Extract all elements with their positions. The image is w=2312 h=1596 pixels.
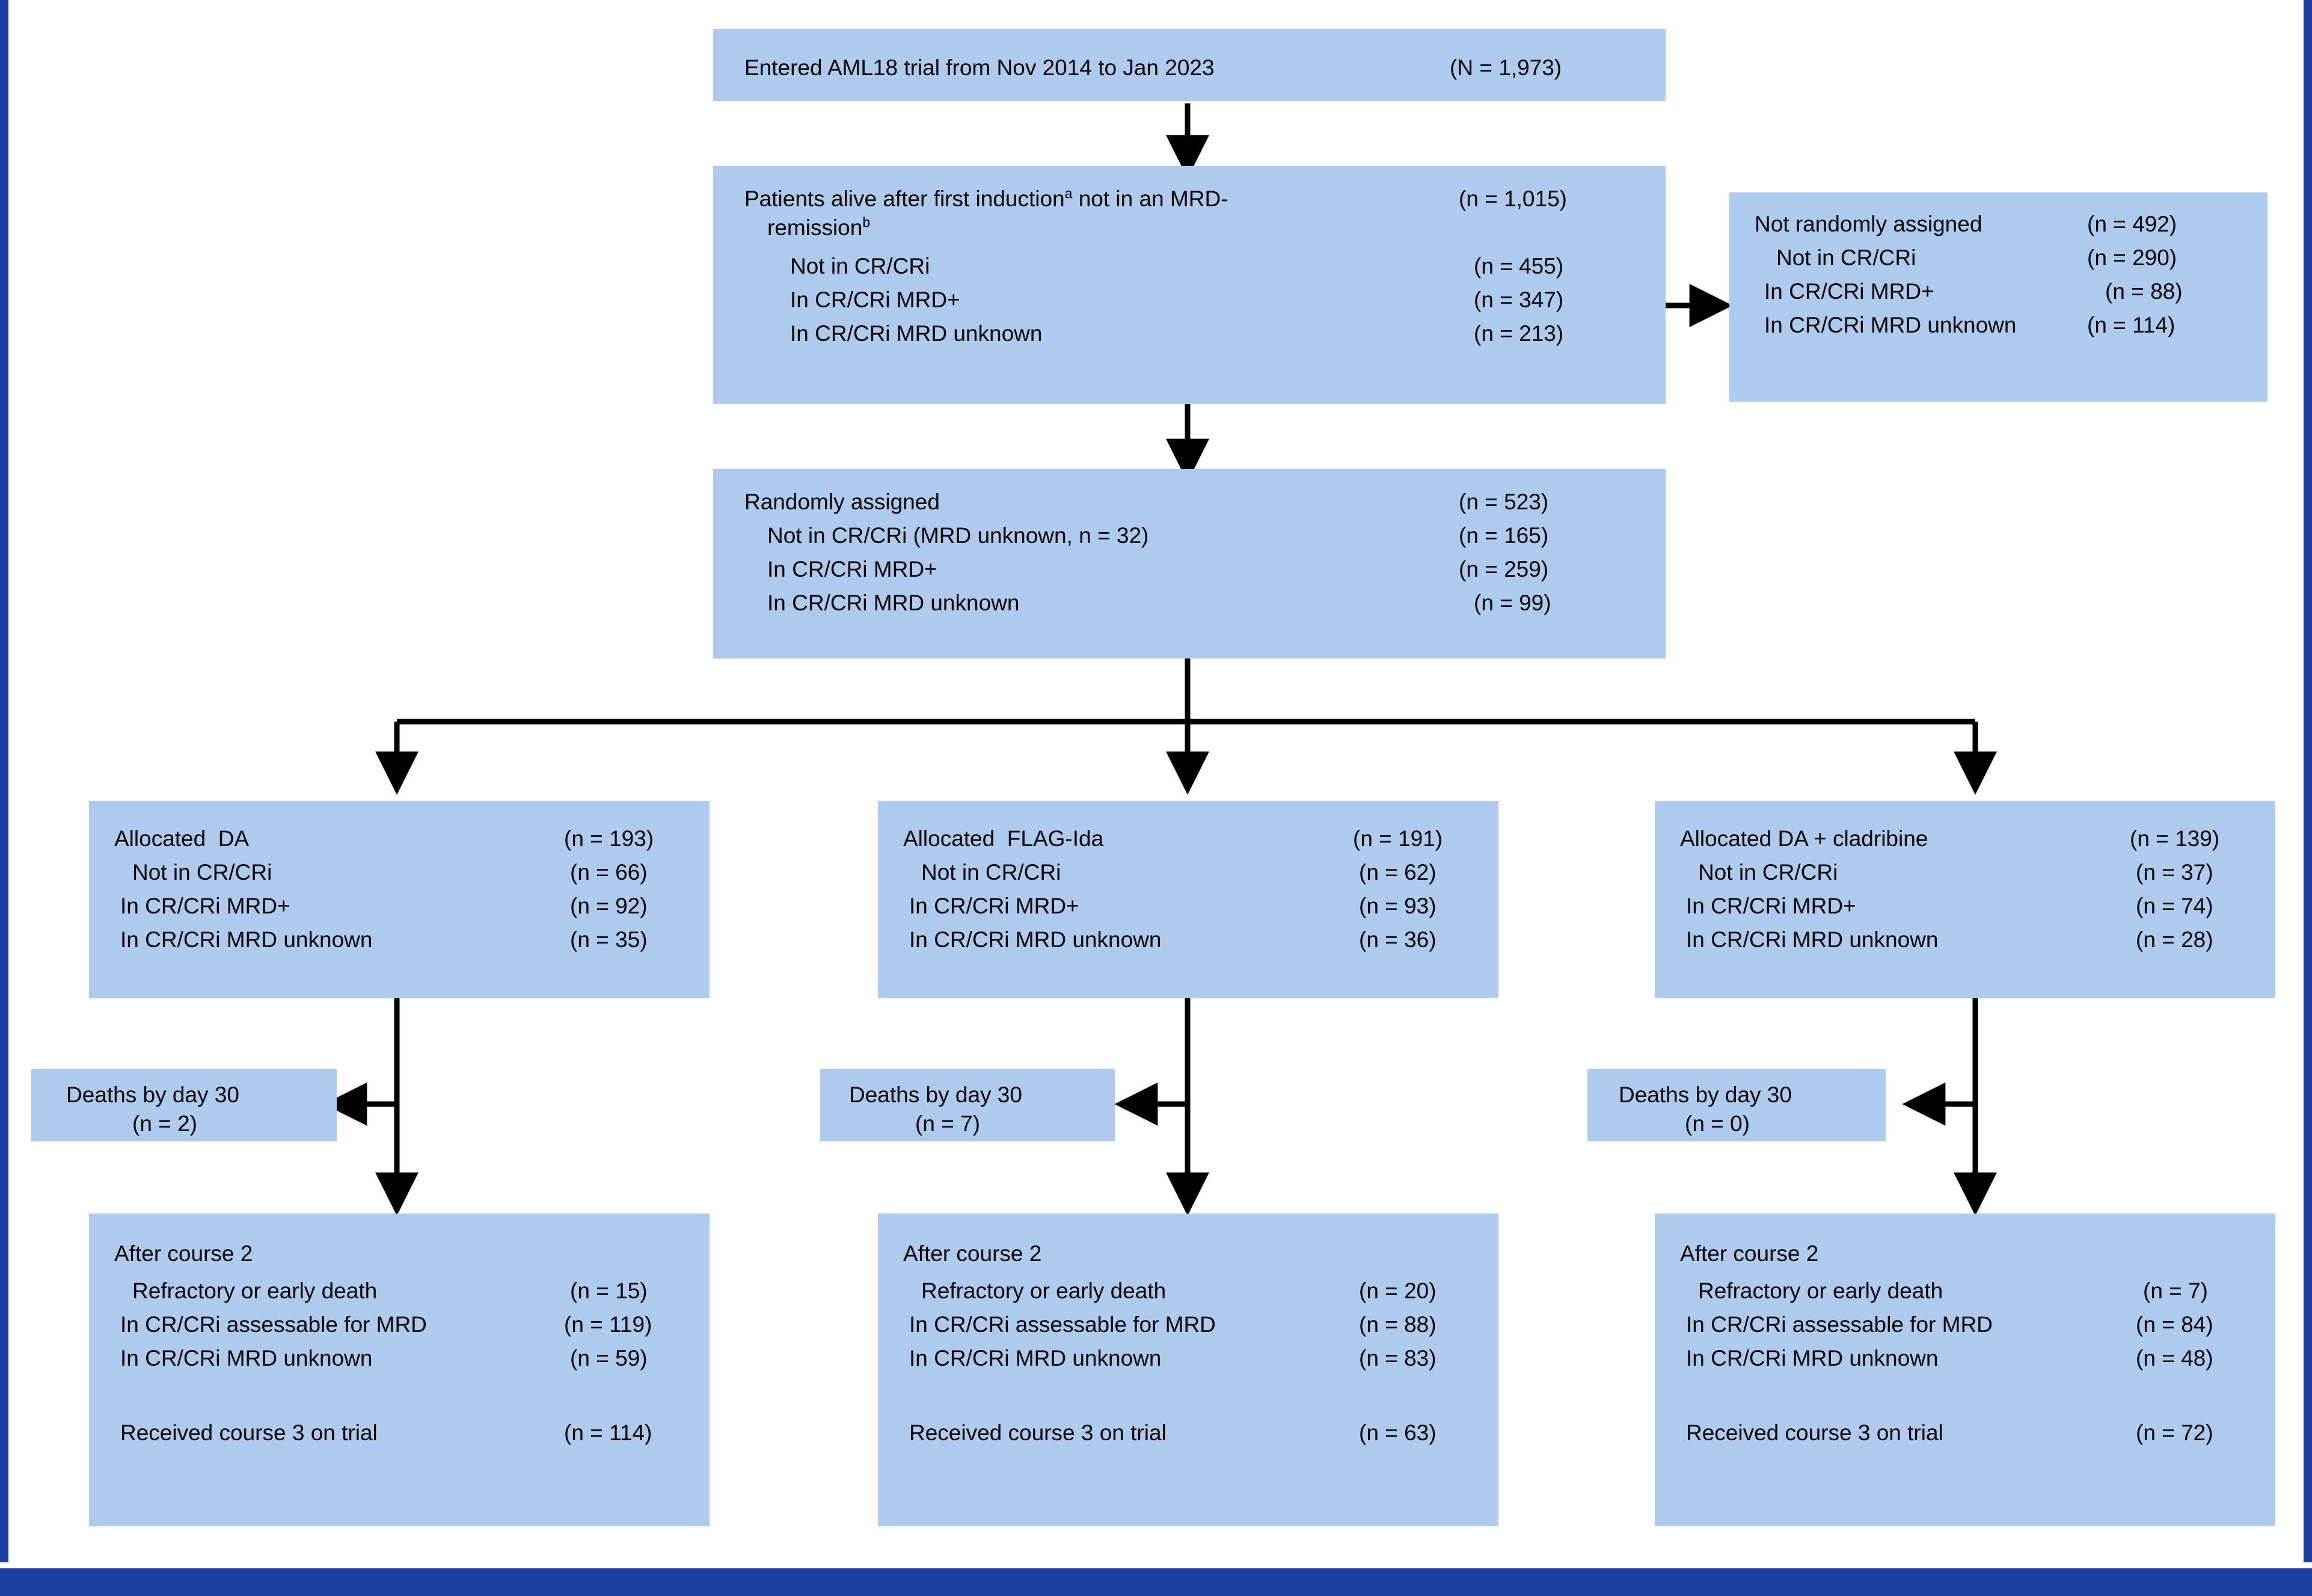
box-alive-after-induction	[713, 166, 1666, 404]
allocated-0-count: (n = 193)	[564, 826, 654, 851]
after-course-0-title: After course 2	[114, 1241, 253, 1266]
alive-after-induction-title-line2: remission$^b$	[767, 214, 871, 240]
after-course-1-row-1-count: (n = 88)	[1359, 1312, 1437, 1337]
deaths-1-count: (n = 7)	[915, 1111, 980, 1136]
after-course-1-row-2-label: In CR/CRi MRD unknown	[909, 1346, 1162, 1370]
after-course-1-title: After course 2	[903, 1241, 1042, 1266]
deaths-2-label: Deaths by day 30	[1619, 1082, 1792, 1107]
after-course-2-footer-label: Received course 3 on trial	[1686, 1420, 1943, 1445]
alive-row-1-count: (n = 347)	[1474, 287, 1564, 312]
not-randomly-row-2-count: (n = 114)	[2087, 313, 2176, 337]
deaths-1-label: Deaths by day 30	[849, 1082, 1022, 1107]
randomly-row-2-label: In CR/CRi MRD unknown	[767, 591, 1020, 615]
box-after-course-2-da	[89, 1214, 710, 1526]
after-course-2-title: After course 2	[1680, 1241, 1819, 1266]
frame-bar-right	[2304, 0, 2312, 1596]
alive-row-0-count: (n = 455)	[1474, 254, 1564, 278]
allocated-0-row-2-count: (n = 35)	[570, 927, 648, 952]
box-deaths-day30-flag-ida	[820, 1069, 1115, 1141]
box-after-course-2-da-cladribine	[1655, 1214, 2275, 1526]
frame-bar-left	[0, 0, 8, 1596]
not-randomly-row-0-count: (n = 290)	[2087, 245, 2177, 270]
box-deaths-day30-da-cladribine	[1587, 1069, 1886, 1141]
after-course-1-footer-label: Received course 3 on trial	[909, 1420, 1167, 1445]
alive-after-induction-title: Patients alive after first induction$^a$ not in an MRD-	[744, 185, 1228, 211]
after-course-0-row-2-label: In CR/CRi MRD unknown	[120, 1346, 373, 1370]
after-course-1-row-2-count: (n = 83)	[1359, 1346, 1437, 1370]
after-course-2-row-0-count: (n = 7)	[2143, 1278, 2208, 1303]
allocated-2-row-1-label: In CR/CRi MRD+	[1686, 894, 1856, 918]
randomly-assigned-count: (n = 523)	[1459, 490, 1549, 514]
allocated-1-row-0-label: Not in CR/CRi	[921, 860, 1061, 885]
alive-after-induction-count: (n = 1,015)	[1459, 186, 1567, 211]
allocated-0-row-2-label: In CR/CRi MRD unknown	[120, 927, 373, 952]
allocated-2-row-2-label: In CR/CRi MRD unknown	[1686, 927, 1939, 952]
after-course-0-row-2-count: (n = 59)	[570, 1346, 648, 1370]
randomly-row-2-count: (n = 99)	[1474, 591, 1551, 615]
allocated-1-row-0-count: (n = 62)	[1359, 860, 1437, 885]
randomly-assigned-title: Randomly assigned	[744, 490, 940, 514]
allocated-0-row-1-count: (n = 92)	[570, 894, 648, 918]
box-deaths-day30-da	[31, 1069, 337, 1141]
box-after-course-2-flag-ida	[878, 1214, 1498, 1526]
after-course-0-row-0-label: Refractory or early death	[132, 1278, 378, 1303]
entered-trial-label: Entered AML18 trial from Nov 2014 to Jan 2023	[744, 55, 1215, 80]
not-randomly-row-0-label: Not in CR/CRi	[1776, 245, 1916, 270]
entered-trial-count: (N = 1,973)	[1450, 55, 1562, 80]
after-course-2-row-2-label: In CR/CRi MRD unknown	[1686, 1346, 1939, 1370]
box-randomly-assigned	[713, 469, 1666, 658]
after-course-1-row-0-count: (n = 20)	[1359, 1278, 1437, 1303]
alive-row-2-count: (n = 213)	[1474, 321, 1564, 346]
allocated-0-row-1-label: In CR/CRi MRD+	[120, 894, 290, 918]
after-course-0-footer-label: Received course 3 on trial	[120, 1420, 378, 1445]
after-course-0-row-1-label: In CR/CRi assessable for MRD	[120, 1312, 427, 1337]
allocated-2-row-0-label: Not in CR/CRi	[1698, 860, 1838, 885]
box-allocated-da	[89, 801, 710, 998]
alive-row-2-label: In CR/CRi MRD unknown	[790, 321, 1043, 346]
allocated-1-row-1-label: In CR/CRi MRD+	[909, 894, 1079, 918]
deaths-0-count: (n = 2)	[132, 1111, 197, 1136]
allocated-0-row-0-count: (n = 66)	[570, 860, 648, 885]
alive-row-0-label: Not in CR/CRi	[790, 254, 930, 278]
box-entered-trial	[713, 29, 1666, 101]
not-randomly-assigned-count: (n = 492)	[2087, 212, 2177, 236]
after-course-0-footer-count: (n = 114)	[564, 1420, 652, 1445]
allocated-2-row-0-count: (n = 37)	[2136, 860, 2213, 885]
not-randomly-assigned-title: Not randomly assigned	[1755, 212, 1982, 236]
after-course-2-row-2-count: (n = 48)	[2136, 1346, 2213, 1370]
footnote-marker-a: a	[1064, 185, 1073, 201]
allocated-1-title: Allocated FLAG-Ida	[903, 826, 1104, 851]
randomly-row-0-label: Not in CR/CRi (MRD unknown, n = 32)	[767, 523, 1149, 548]
allocated-0-title: Allocated DA	[114, 826, 250, 851]
deaths-0-label: Deaths by day 30	[66, 1082, 239, 1107]
frame-bar-bottom	[0, 1568, 2312, 1596]
box-allocated-flag-ida	[878, 801, 1498, 998]
randomly-row-1-count: (n = 259)	[1459, 557, 1549, 582]
after-course-2-row-1-label: In CR/CRi assessable for MRD	[1686, 1312, 1993, 1337]
randomly-row-1-label: In CR/CRi MRD+	[767, 557, 937, 582]
frame-bar-bottom-gap	[0, 1562, 2312, 1568]
footnote-marker-b: b	[862, 214, 871, 230]
not-randomly-row-2-label: In CR/CRi MRD unknown	[1764, 313, 2017, 337]
allocated-2-row-1-count: (n = 74)	[2136, 894, 2213, 918]
after-course-0-row-0-count: (n = 15)	[570, 1278, 648, 1303]
allocated-1-row-2-label: In CR/CRi MRD unknown	[909, 927, 1162, 952]
allocated-1-row-2-count: (n = 36)	[1359, 927, 1437, 952]
box-allocated-da-cladribine	[1655, 801, 2275, 998]
alive-row-1-label: In CR/CRi MRD+	[790, 287, 960, 312]
after-course-1-footer-count: (n = 63)	[1359, 1420, 1437, 1445]
randomly-row-0-count: (n = 165)	[1459, 523, 1549, 548]
after-course-2-row-1-count: (n = 84)	[2136, 1312, 2213, 1337]
allocated-1-count: (n = 191)	[1353, 826, 1443, 851]
allocated-2-row-2-count: (n = 28)	[2136, 927, 2213, 952]
allocated-1-row-1-count: (n = 93)	[1359, 894, 1437, 918]
after-course-1-row-1-label: In CR/CRi assessable for MRD	[909, 1312, 1216, 1337]
not-randomly-row-1-count: (n = 88)	[2105, 279, 2183, 304]
allocated-0-row-0-label: Not in CR/CRi	[132, 860, 272, 885]
allocated-2-count: (n = 139)	[2130, 826, 2220, 851]
after-course-0-row-1-count: (n = 119)	[564, 1312, 652, 1337]
box-not-randomly-assigned	[1729, 192, 2268, 402]
after-course-2-footer-count: (n = 72)	[2136, 1420, 2213, 1445]
allocated-2-title: Allocated DA + cladribine	[1680, 826, 1928, 851]
deaths-2-count: (n = 0)	[1685, 1111, 1750, 1136]
not-randomly-row-1-label: In CR/CRi MRD+	[1764, 279, 1934, 304]
after-course-2-row-0-label: Refractory or early death	[1698, 1278, 1943, 1303]
after-course-1-row-0-label: Refractory or early death	[921, 1278, 1167, 1303]
